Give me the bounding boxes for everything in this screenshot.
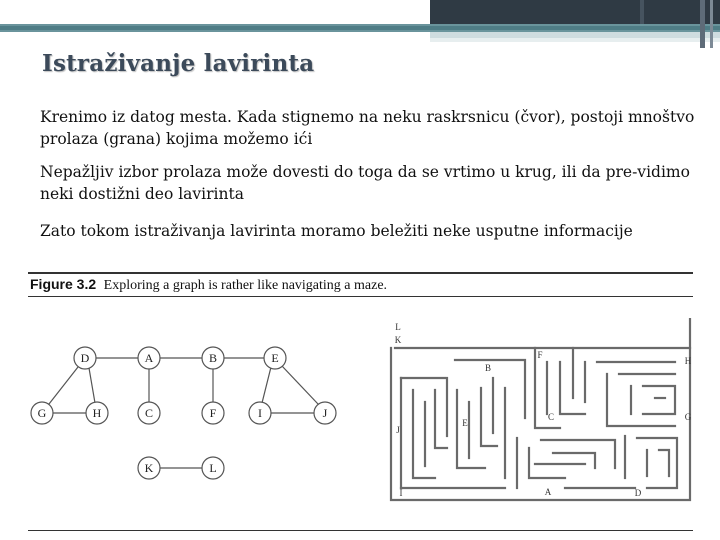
maze-label-d: D bbox=[634, 488, 642, 498]
figure-bottom-rule bbox=[28, 530, 693, 531]
graph-label-l: L bbox=[209, 461, 217, 475]
maze-label-k: K bbox=[394, 335, 402, 345]
maze-label-i: I bbox=[399, 488, 403, 498]
figure-caption-text: Exploring a graph is rather like navigating a maze. bbox=[103, 278, 388, 293]
graph-label-d: D bbox=[80, 351, 90, 365]
graph-diagram bbox=[0, 300, 360, 530]
maze-label-g: G bbox=[684, 412, 692, 422]
maze-walls bbox=[391, 318, 690, 500]
maze-diagram bbox=[385, 318, 700, 518]
figure-label: Figure 3.2 bbox=[30, 276, 97, 292]
edge-d-h bbox=[89, 368, 95, 403]
maze-label-f: F bbox=[537, 350, 543, 360]
graph-label-c: C bbox=[144, 406, 154, 420]
maze-label-h: H bbox=[684, 356, 692, 366]
slide-title: Istraživanje lavirinta bbox=[42, 50, 315, 77]
graph-label-g: G bbox=[37, 406, 47, 420]
graph-label-a: A bbox=[144, 351, 154, 365]
graph-label-i: I bbox=[258, 406, 262, 420]
figure-caption bbox=[30, 276, 387, 294]
paragraph-2: Nepažljiv izbor prolaza može dovesti do toga da se vrtimo u krug, ili da pre-vidimo neki dostižni deo lavirinta bbox=[40, 163, 690, 203]
maze-label-a: A bbox=[544, 487, 552, 497]
edge-e-i bbox=[262, 367, 271, 403]
graph-label-f: F bbox=[209, 406, 217, 420]
figure-top-rule bbox=[28, 272, 693, 274]
maze-label-e: E bbox=[462, 418, 468, 428]
edge-d-g bbox=[49, 367, 78, 404]
paragraph-1: Krenimo iz datog mesta. Kada stignemo na neku raskrsnicu (čvor), postoji mnoštvo prolaza (grana) kojima možemo ići bbox=[40, 108, 695, 148]
graph-label-b: B bbox=[208, 351, 218, 365]
figure-caption-rule bbox=[28, 296, 693, 297]
graph-label-e: E bbox=[271, 351, 279, 365]
maze-label-c: C bbox=[547, 412, 555, 422]
graph-label-h: H bbox=[92, 406, 102, 420]
paragraph-3: Zato tokom istraživanja lavirinta moramo beležiti neke usputne informacije bbox=[40, 222, 633, 240]
graph-label-k: K bbox=[144, 461, 154, 475]
edge-e-j bbox=[282, 366, 318, 404]
maze-label-b: B bbox=[484, 363, 492, 373]
maze-label-l: L bbox=[395, 322, 401, 332]
graph-label-j: J bbox=[322, 406, 328, 420]
top-decorative-bar bbox=[0, 0, 720, 48]
maze-label-j: J bbox=[396, 425, 400, 435]
